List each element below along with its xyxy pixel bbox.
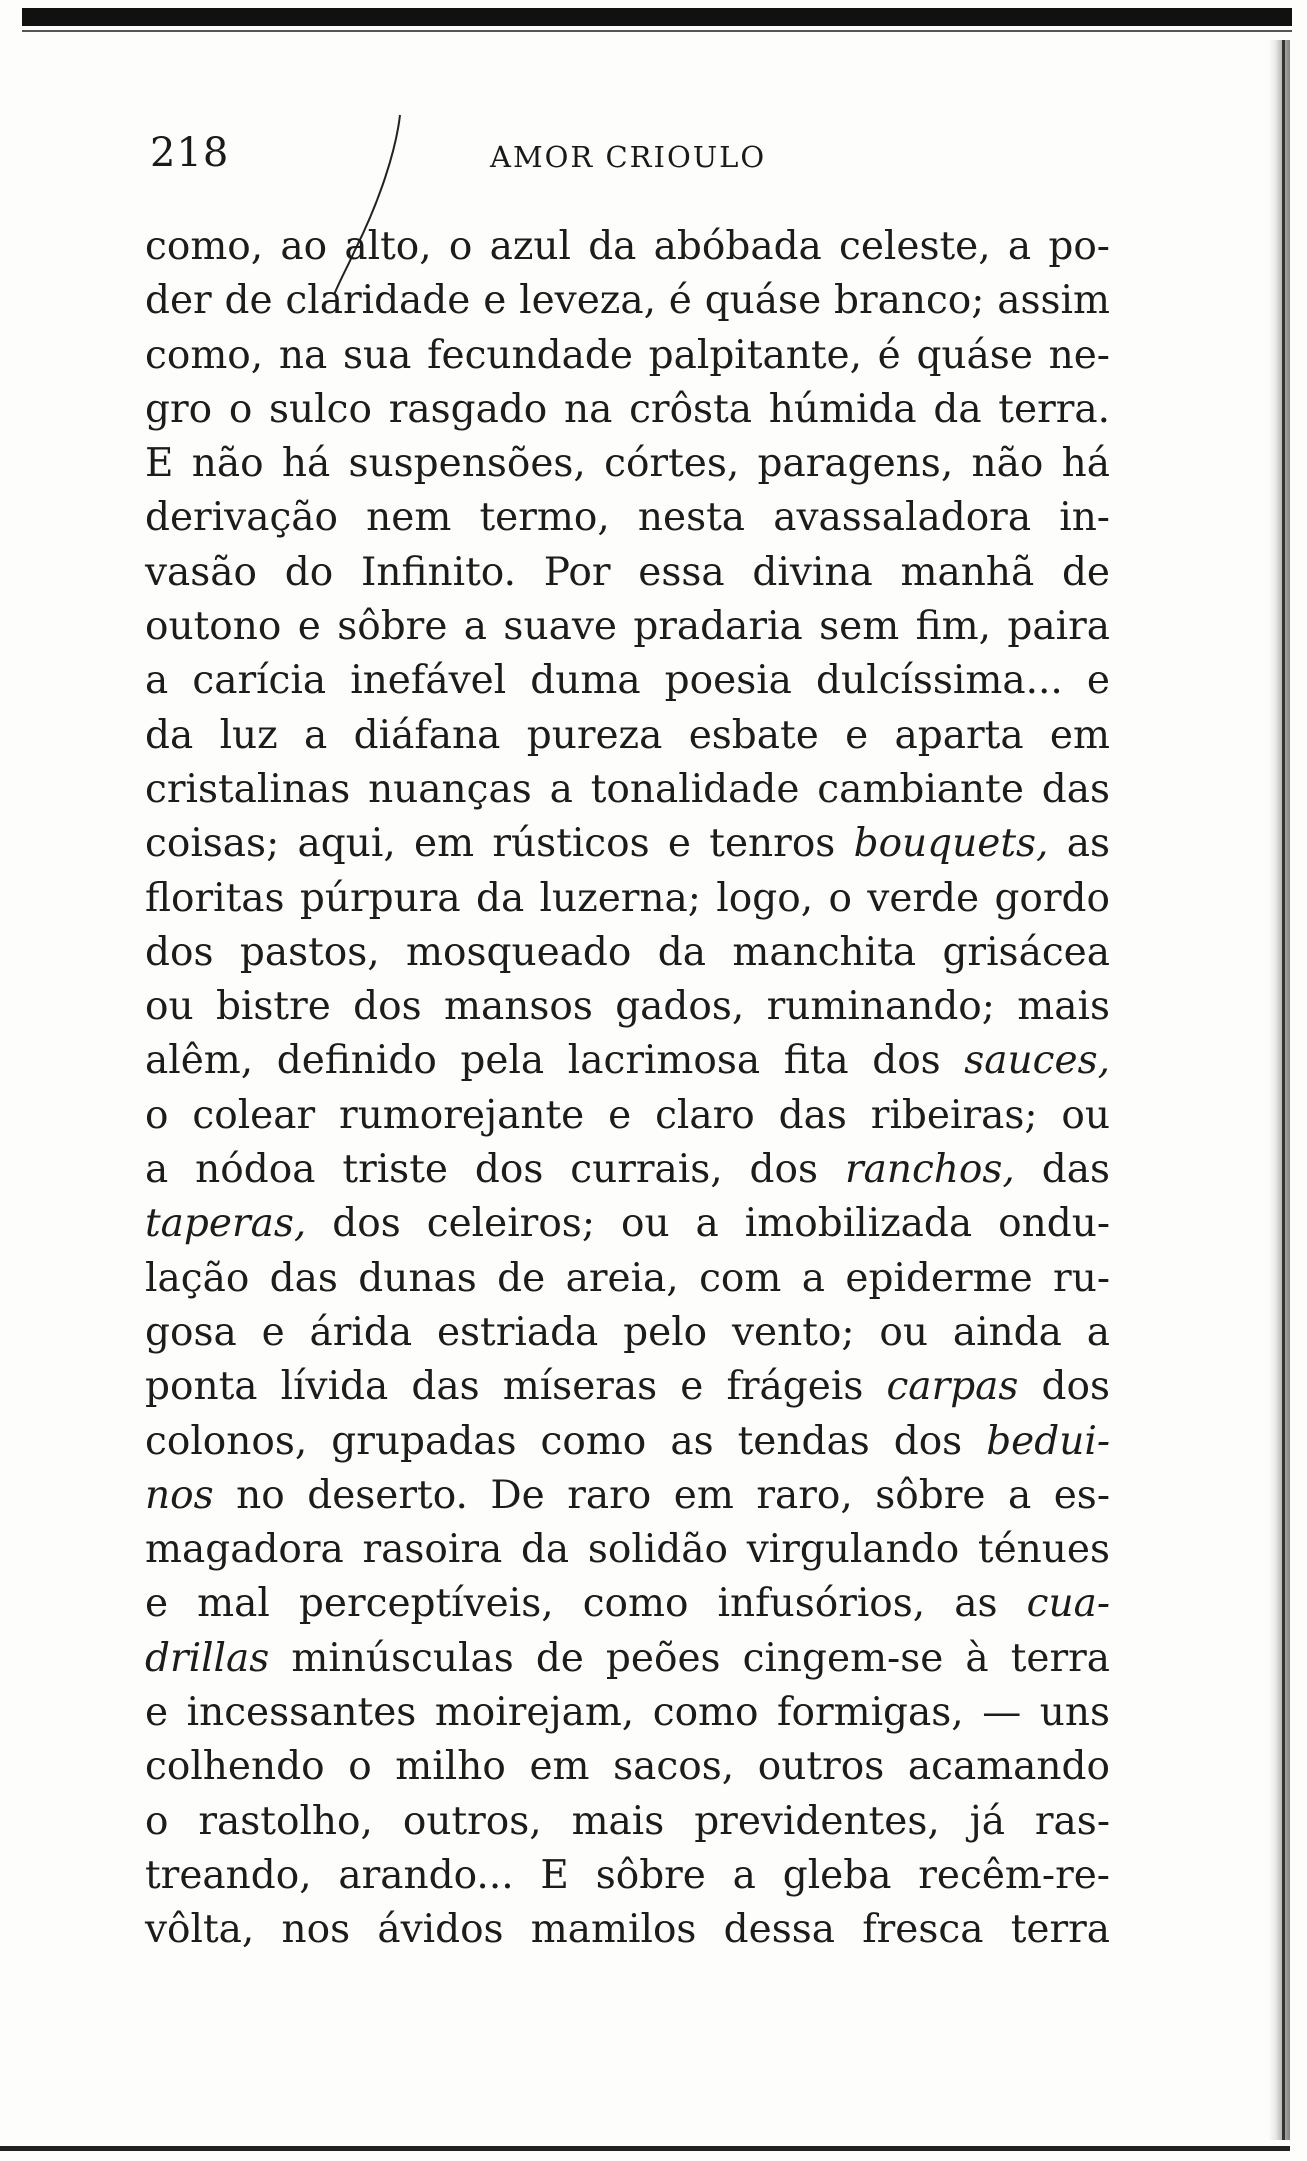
body-text xyxy=(145,220,1110,1958)
page-edge-line xyxy=(1282,40,1285,2140)
italic-run: drillas xyxy=(145,1635,270,1681)
page-edge-shadow xyxy=(1268,40,1290,2140)
text-line xyxy=(145,1686,1110,1740)
text-line xyxy=(145,709,1110,763)
text-line xyxy=(145,491,1110,545)
italic-run: carpas xyxy=(886,1364,1019,1410)
text-line xyxy=(145,1034,1110,1088)
text-run: ou bistre dos mansos gados, ruminando; mais xyxy=(145,984,1110,1030)
text-line xyxy=(145,654,1110,708)
text-run: e incessantes moirejam, como formigas, — uns xyxy=(145,1690,1110,1736)
text-run: a carícia inefável duma poesia dulcíssima... e xyxy=(145,658,1110,704)
text-line xyxy=(145,383,1110,437)
italic-run: ranchos, xyxy=(844,1147,1015,1193)
text-run: alêm, definido pela lacrimosa fita dos xyxy=(145,1038,965,1084)
text-run: a nódoa triste dos currais, dos xyxy=(145,1147,845,1193)
text-run: cristalinas nuanças a tonalidade cambiante das xyxy=(145,766,1110,812)
text-run: coisas; aqui, em rústicos e tenros xyxy=(145,821,854,867)
text-run: der de claridade e leveza, é quáse branco; assim xyxy=(145,278,1110,324)
text-run: e mal perceptíveis, como infusórios, as xyxy=(145,1581,1027,1627)
text-run: lação das dunas de areia, com a epiderme ru- xyxy=(145,1255,1110,1301)
running-header xyxy=(150,130,1110,180)
italic-run: nos xyxy=(145,1472,214,1518)
text-line xyxy=(145,980,1110,1034)
italic-run: bedui- xyxy=(986,1418,1110,1464)
text-run: as xyxy=(1048,821,1110,867)
text-run: dos celeiros; ou a imobilizada ondu- xyxy=(306,1201,1110,1247)
text-run: minúsculas de peões cingem-se à terra xyxy=(269,1635,1110,1681)
text-line xyxy=(145,437,1110,491)
text-line xyxy=(145,1523,1110,1577)
text-run: derivação nem termo, nesta avassaladora in- xyxy=(145,495,1110,541)
text-line xyxy=(145,763,1110,817)
text-line xyxy=(145,1252,1110,1306)
text-line xyxy=(145,1469,1110,1523)
bottom-border xyxy=(0,2146,1290,2151)
text-line xyxy=(145,1089,1110,1143)
italic-run: bouquets, xyxy=(853,821,1049,867)
text-run: treando, arando... E sôbre a gleba recêm-re- xyxy=(145,1852,1110,1898)
text-run: floritas púrpura da luzerna; logo, o verde gordo xyxy=(145,875,1110,921)
top-border xyxy=(22,8,1292,26)
text-run: dos xyxy=(1018,1364,1111,1410)
text-line xyxy=(145,329,1110,383)
text-run: dos pastos, mosqueado da manchita grisácea xyxy=(145,929,1110,975)
text-line xyxy=(145,1143,1110,1197)
text-line xyxy=(145,1360,1110,1414)
text-run: vasão do Infinito. Por essa divina manhã de xyxy=(145,549,1110,595)
italic-run: taperas, xyxy=(145,1201,307,1247)
text-run: colonos, grupadas como as tendas dos xyxy=(145,1418,987,1464)
text-line xyxy=(145,546,1110,600)
text-run: colhendo o milho em sacos, outros acamando xyxy=(145,1744,1110,1790)
text-run: E não há suspensões, córtes, paragens, não há xyxy=(145,441,1110,487)
running-title: AMOR CRIOULO xyxy=(490,140,767,174)
top-border-thin xyxy=(22,30,1292,32)
text-run: o rastolho, outros, mais previdentes, já ras- xyxy=(145,1798,1110,1844)
text-line xyxy=(145,1903,1110,1957)
text-run: como, ao alto, o azul da abóbada celeste, a po- xyxy=(145,224,1110,269)
text-run: ponta lívida das míseras e frágeis xyxy=(145,1364,887,1410)
text-run: como, na sua fecundade palpitante, é quáse ne- xyxy=(145,332,1110,378)
text-line xyxy=(145,220,1110,274)
text-run: vôlta, nos ávidos mamilos dessa fresca terra xyxy=(145,1907,1110,1953)
text-run: das xyxy=(1014,1147,1110,1193)
text-run: gosa e árida estriada pelo vento; ou ainda a xyxy=(145,1309,1110,1355)
text-line xyxy=(145,1306,1110,1360)
text-run: gro o sulco rasgado na crôsta húmida da terra. xyxy=(145,386,1110,432)
text-run: outono e sôbre a suave pradaria sem fim, paira xyxy=(145,604,1110,650)
text-run: magadora rasoira da solidão virgulando ténues xyxy=(145,1527,1110,1573)
text-line xyxy=(145,1577,1110,1631)
text-run: o colear rumorejante e claro das ribeiras; ou xyxy=(145,1092,1110,1138)
page-number: 218 xyxy=(150,130,230,176)
text-line xyxy=(145,1849,1110,1903)
text-line xyxy=(145,1415,1110,1469)
italic-run: cua- xyxy=(1026,1581,1110,1627)
text-run: da luz a diáfana pureza esbate e aparta em xyxy=(145,712,1110,758)
text-line xyxy=(145,1740,1110,1794)
text-line xyxy=(145,274,1110,328)
text-line xyxy=(145,872,1110,926)
text-line xyxy=(145,1795,1110,1849)
text-line xyxy=(145,1197,1110,1251)
italic-run: sauces, xyxy=(964,1038,1110,1084)
text-line xyxy=(145,817,1110,871)
text-line xyxy=(145,600,1110,654)
text-line xyxy=(145,1632,1110,1686)
text-run: no deserto. De raro em raro, sôbre a es- xyxy=(213,1472,1110,1518)
text-line xyxy=(145,926,1110,980)
